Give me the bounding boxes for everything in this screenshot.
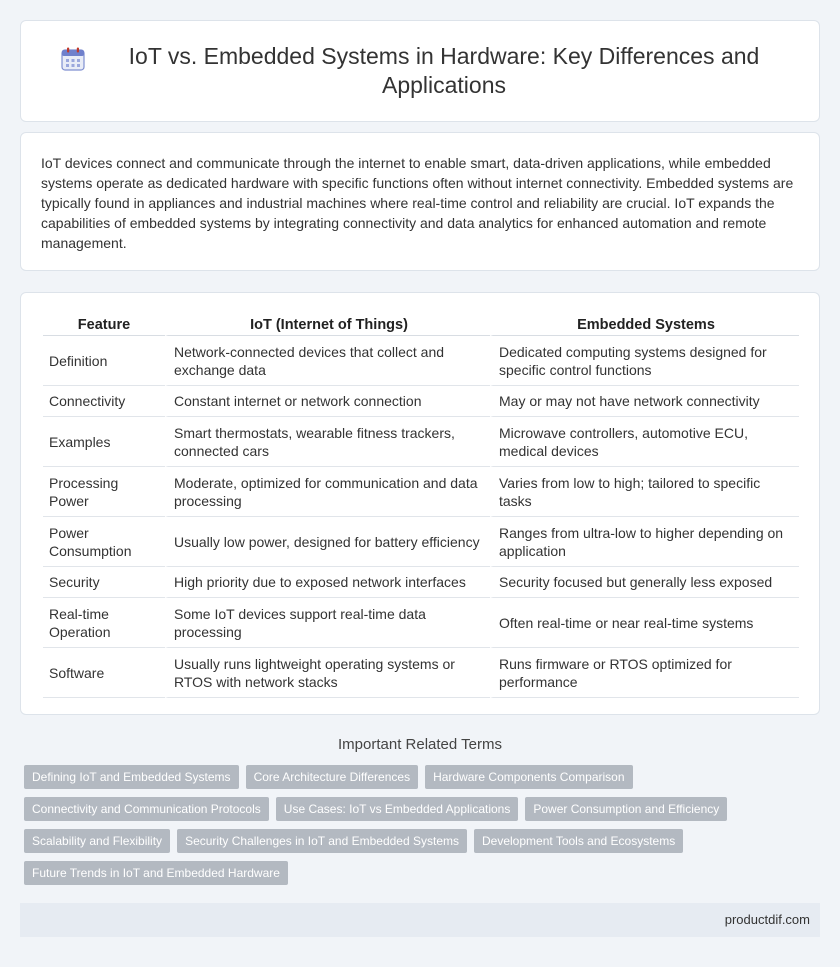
footer-site-name[interactable]: productdif.com	[724, 912, 810, 927]
table-row	[43, 567, 799, 598]
iot-cell: Usually runs lightweight operating systems or RTOS with network stacks	[165, 648, 490, 698]
feature-cell: Processing Power	[43, 467, 165, 517]
feature-cell: Examples	[43, 417, 165, 467]
header-iot: IoT (Internet of Things)	[165, 309, 490, 336]
footer	[20, 903, 820, 937]
intro-card	[20, 132, 820, 271]
table-row	[43, 598, 799, 648]
intro-paragraph: IoT devices connect and communicate through the internet to enable smart, data-driven applications, while embedded systems operate as dedicated hardware with specific functions often without internet connectivity. Embedded systems are typically found in appliances and industrial machines where real-time control and reliability are crucial. IoT expands the capabilities of embedded systems by integrating connectivity and data analytics for enhanced automation and remote management.	[41, 155, 794, 251]
embedded-cell: Varies from low to high; tailored to specific tasks	[490, 467, 799, 517]
embedded-cell: Ranges from ultra-low to higher depending on application	[490, 517, 799, 567]
feature-cell: Connectivity	[43, 386, 165, 417]
calendar-icon	[60, 46, 86, 72]
feature-cell: Real-time Operation	[43, 598, 165, 648]
iot-cell: Some IoT devices support real-time data processing	[165, 598, 490, 648]
iot-cell: Smart thermostats, wearable fitness trackers, connected cars	[165, 417, 490, 467]
iot-cell: Moderate, optimized for communication and data processing	[165, 467, 490, 517]
comparison-table	[43, 309, 799, 698]
iot-cell: High priority due to exposed network interfaces	[165, 567, 490, 598]
related-term-tag[interactable]: Security Challenges in IoT and Embedded Systems	[177, 829, 467, 853]
header-feature: Feature	[43, 309, 165, 336]
related-term-tag[interactable]: Future Trends in IoT and Embedded Hardware	[24, 861, 288, 885]
related-term-tag[interactable]: Core Architecture Differences	[246, 765, 419, 789]
feature-cell: Definition	[43, 336, 165, 386]
related-terms-tags	[20, 765, 820, 893]
iot-cell: Constant internet or network connection	[165, 386, 490, 417]
related-term-tag[interactable]: Power Consumption and Efficiency	[525, 797, 727, 821]
table-row	[43, 386, 799, 417]
embedded-cell: Security focused but generally less exposed	[490, 567, 799, 598]
iot-cell: Network-connected devices that collect and exchange data	[165, 336, 490, 386]
related-terms-title: Important Related Terms	[338, 736, 502, 753]
related-term-tag[interactable]: Scalability and Flexibility	[24, 829, 170, 853]
feature-cell: Power Consumption	[43, 517, 165, 567]
related-term-tag[interactable]: Connectivity and Communication Protocols	[24, 797, 269, 821]
table-row	[43, 517, 799, 567]
related-term-tag[interactable]: Defining IoT and Embedded Systems	[24, 765, 239, 789]
page-title: IoT vs. Embedded Systems in Hardware: Key Differences and Applications	[128, 43, 760, 98]
related-term-tag[interactable]: Development Tools and Ecosystems	[474, 829, 683, 853]
iot-cell: Usually low power, designed for battery efficiency	[165, 517, 490, 567]
feature-cell: Security	[43, 567, 165, 598]
table-row	[43, 467, 799, 517]
header-embedded: Embedded Systems	[490, 309, 799, 336]
related-terms-section	[20, 736, 820, 893]
embedded-cell: Microwave controllers, automotive ECU, medical devices	[490, 417, 799, 467]
related-term-tag[interactable]: Use Cases: IoT vs Embedded Applications	[276, 797, 519, 821]
feature-cell: Software	[43, 648, 165, 698]
embedded-cell: May or may not have network connectivity	[490, 386, 799, 417]
table-row	[43, 417, 799, 467]
title-card	[20, 20, 820, 122]
related-term-tag[interactable]: Hardware Components Comparison	[425, 765, 632, 789]
table-row	[43, 336, 799, 386]
embedded-cell: Often real-time or near real-time systems	[490, 598, 799, 648]
embedded-cell: Dedicated computing systems designed for specific control functions	[490, 336, 799, 386]
table-header-row	[43, 309, 799, 336]
embedded-cell: Runs firmware or RTOS optimized for performance	[490, 648, 799, 698]
comparison-table-card	[20, 292, 820, 715]
table-row	[43, 648, 799, 698]
